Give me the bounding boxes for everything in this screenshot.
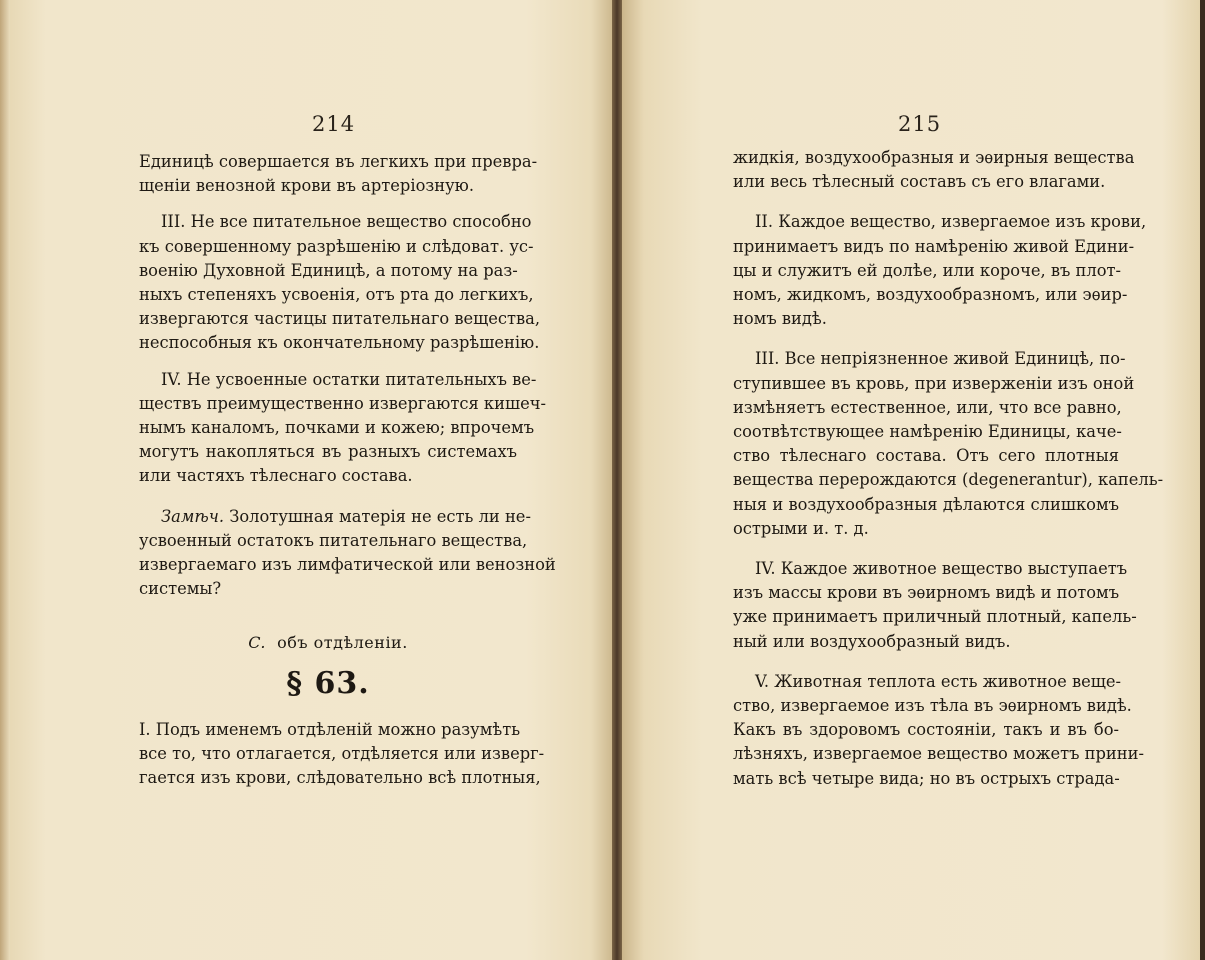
text-line: I. Подъ именемъ отдѣленій можно разумѣть xyxy=(139,719,521,739)
paragraph xyxy=(733,557,1137,654)
text-line: военію Духовной Единицѣ, а потому на раз- xyxy=(139,260,518,280)
paragraph xyxy=(139,150,538,198)
text-line: все то, что отлагается, отдѣляется или изверг- xyxy=(139,744,545,764)
text-line: ство, извергаемое изъ тѣла въ эѳирномъ видѣ. xyxy=(733,696,1132,716)
page-number: 215 xyxy=(898,112,942,136)
text-line: ный или воздухообразный видъ. xyxy=(733,631,1011,651)
text-line: ныхъ степеняхъ усвоенія, отъ рта до легкихъ, xyxy=(139,285,534,305)
subsection-title: объ отдѣленіи. xyxy=(277,633,408,653)
text-line: изъ массы крови въ эѳирномъ видѣ и потомъ xyxy=(733,583,1120,603)
text-line: извергаемаго изъ лимфатической или венозной xyxy=(139,555,556,575)
right-page-text xyxy=(733,146,1164,791)
text-line: щеніи венозной крови въ артеріозную. xyxy=(139,176,475,196)
left-page xyxy=(6,0,612,960)
note-label: Замѣч. xyxy=(161,506,225,526)
note-paragraph xyxy=(139,505,556,602)
text-line: цы и служитъ ей долѣе, или короче, въ плот- xyxy=(733,260,1122,280)
page-edge xyxy=(0,0,10,960)
text-line: Единицѣ совершается въ легкихъ при превра- xyxy=(139,152,538,171)
paragraph xyxy=(139,368,546,489)
right-page xyxy=(622,0,1200,960)
text-line: или весь тѣлесный составъ съ его влагами. xyxy=(733,172,1106,192)
paragraph xyxy=(733,210,1147,331)
text-line: принимаетъ видъ по намѣренію живой Едини- xyxy=(733,236,1135,256)
text-line: Золотушная матерія не есть ли не- xyxy=(229,506,531,526)
text-line: гается изъ крови, слѣдовательно всѣ плотныя, xyxy=(139,768,541,788)
text-line: уже принимаетъ приличный плотный, капель- xyxy=(733,607,1137,627)
text-line: жидкія, воздухообразныя и эѳирныя вещества xyxy=(733,148,1135,167)
subsection-letter: C. xyxy=(248,633,266,653)
text-line: номъ видѣ. xyxy=(733,309,827,329)
text-line: соотвѣтствующее намѣренію Единицы, каче- xyxy=(733,422,1122,442)
text-line: измѣняетъ естественное, или, что все равно, xyxy=(733,397,1122,417)
subsection-heading xyxy=(139,631,517,655)
text-line: къ совершенному разрѣшенію и слѣдоват. ус- xyxy=(139,236,534,256)
paragraph xyxy=(733,146,1135,194)
text-line: острыми и. т. д. xyxy=(733,518,869,538)
text-line: неспособныя къ окончательному разрѣшенію. xyxy=(139,333,540,353)
text-line: III. Все непріязненное живой Единицѣ, по- xyxy=(755,349,1126,369)
text-line: II. Каждое вещество, извергаемое изъ крови, xyxy=(755,212,1147,232)
text-line: ныя и воздухообразныя дѣлаются слишкомъ xyxy=(733,494,1119,514)
paragraph xyxy=(733,670,1144,791)
text-line: IV. Не усвоенные остатки питательныхъ ве- xyxy=(161,369,537,389)
text-line: ществъ преимущественно извергаются кишеч- xyxy=(139,393,546,413)
page-edge xyxy=(1200,0,1205,960)
text-line: нымъ каналомъ, почками и кожею; впрочемъ xyxy=(139,418,535,438)
left-page-text xyxy=(139,150,556,790)
text-line: системы? xyxy=(139,579,222,599)
text-line: вещества перерождаются (degenerantur), капель- xyxy=(733,470,1164,490)
book-gutter xyxy=(612,0,622,960)
text-line: мать всѣ четыре вида; но въ острыхъ страда- xyxy=(733,768,1120,788)
text-line: извергаются частицы питательнаго вещества, xyxy=(139,309,541,329)
text-line: V. Животная теплота есть животное веще- xyxy=(755,671,1122,691)
paragraph xyxy=(139,718,545,791)
text-line: ступившее въ кровь, при изверженіи изъ оной xyxy=(733,373,1135,393)
section-heading: § 63. xyxy=(286,665,370,701)
text-line: ство тѣлеснаго состава. Отъ сего плотныя xyxy=(733,446,1119,466)
paragraph xyxy=(139,210,541,355)
text-line: Какъ въ здоровомъ состояніи, такъ и въ бо- xyxy=(733,720,1119,740)
page-number: 214 xyxy=(312,112,356,136)
text-line: усвоенный остатокъ питательнаго вещества, xyxy=(139,530,528,550)
text-line: номъ, жидкомъ, воздухообразномъ, или эѳир- xyxy=(733,285,1128,305)
paragraph xyxy=(733,347,1164,541)
text-line: могутъ накопляться въ разныхъ системахъ xyxy=(139,442,517,462)
text-line: III. Не все питательное вещество способно xyxy=(161,212,532,232)
text-line: или частяхъ тѣлеснаго состава. xyxy=(139,466,413,486)
text-line: лѣзняхъ, извергаемое вещество можетъ прини- xyxy=(733,744,1144,764)
text-line: IV. Каждое животное вещество выступаетъ xyxy=(755,559,1128,579)
